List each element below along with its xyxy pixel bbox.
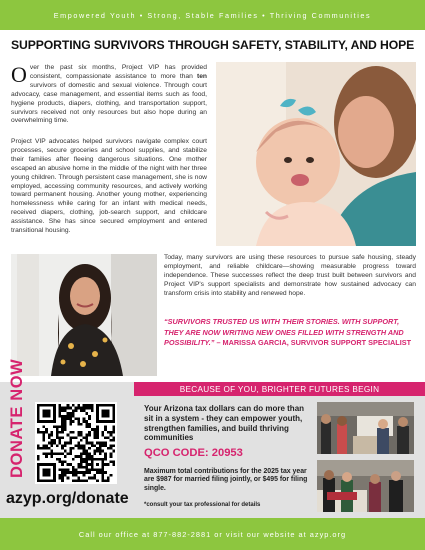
intro-bold-count: ten <box>196 72 207 80</box>
quote-text: “SURVIVORS TRUSTED US WITH THEIR STORIES. WITH SUPPORT, THEY ARE NOW WRITING NEW ONES FILLED WITH STRENGTH AND POSSIBILITY.” <box>164 317 404 348</box>
qco-code: QCO CODE: 20953 <box>144 447 243 459</box>
event-photo-bottom <box>317 460 414 512</box>
specialist-portrait-photo <box>11 254 157 376</box>
outcomes-paragraph: Today, many survivors are using these resources to pursue safe housing, steady employment, and reliable childcare—showing measurable progress toward independence. These successes reflect the deep trust built between survivors and Project VIP's support specialists and demonstrate how sustained advocacy can transform crisis into stability and renewed hope. <box>164 254 416 297</box>
story-paragraph: Project VIP advocates helped survivors navigate complex court processes, secure groceries and school supplies, and stabilize their families after fleeing dangerous situations. One mother escaped an abusive home in the middle of the night with her three young children. Through persistent case management, she is now employed, accessing community resources, and actively working toward permanent housing. Another young mother, experiencing homelessness while caring for an infant with medical needs, received diapers, clothing, job-search support, and childcare assistance. She has since secured employment and entered transitional housing. <box>11 138 207 235</box>
tagline-text: Empowered Youth • Strong, Stable Families • Thriving Communities <box>53 10 372 20</box>
article-headline: SUPPORTING SURVIVORS THROUGH SAFETY, STABILITY, AND HOPE <box>11 38 415 52</box>
qr-code[interactable] <box>35 402 117 484</box>
contribution-limits-text: Maximum total contributions for the 2025 tax year are $987 for married filing jointly, or $495 for filing single. <box>144 468 308 492</box>
donate-now-label: DONATE NOW <box>8 358 26 478</box>
tax-professional-note: *consult your tax professional for details <box>144 502 261 508</box>
drop-cap: O <box>11 62 27 87</box>
pull-quote <box>164 317 416 349</box>
tax-credit-text: Your Arizona tax dollars can do more than sit in a system - they can empower youth, strengthen families, and build thriving communities <box>144 404 305 443</box>
intro-paragraph <box>11 64 207 126</box>
mother-baby-photo <box>216 62 416 246</box>
footer-contact-text: Call our office at 877-882-2881 or visit our website at azyp.org <box>78 529 347 539</box>
intro-text-2: survivors of domestic and sexual violence. Through court advocacy, case management, and essential items such as food, hygiene products, diapers, clothing, and transportation support, survivors received not only resources but also hope during an overwhelming time. <box>11 81 207 125</box>
donate-banner <box>134 382 425 396</box>
donate-url-link[interactable]: azyp.org/donate <box>6 490 129 507</box>
intro-text-1: ver the past six months, Project VIP has provided consistent, compassionate assistance to more than <box>29 64 207 80</box>
event-photo-top <box>317 402 414 454</box>
footer-contact-bar <box>0 518 425 550</box>
quote-attribution: – MARISSA GARCIA, SURVIVOR SUPPORT SPECIALIST <box>214 338 412 348</box>
top-tagline-bar <box>0 0 425 30</box>
banner-text: BECAUSE OF YOU, BRIGHTER FUTURES BEGIN <box>179 384 380 394</box>
